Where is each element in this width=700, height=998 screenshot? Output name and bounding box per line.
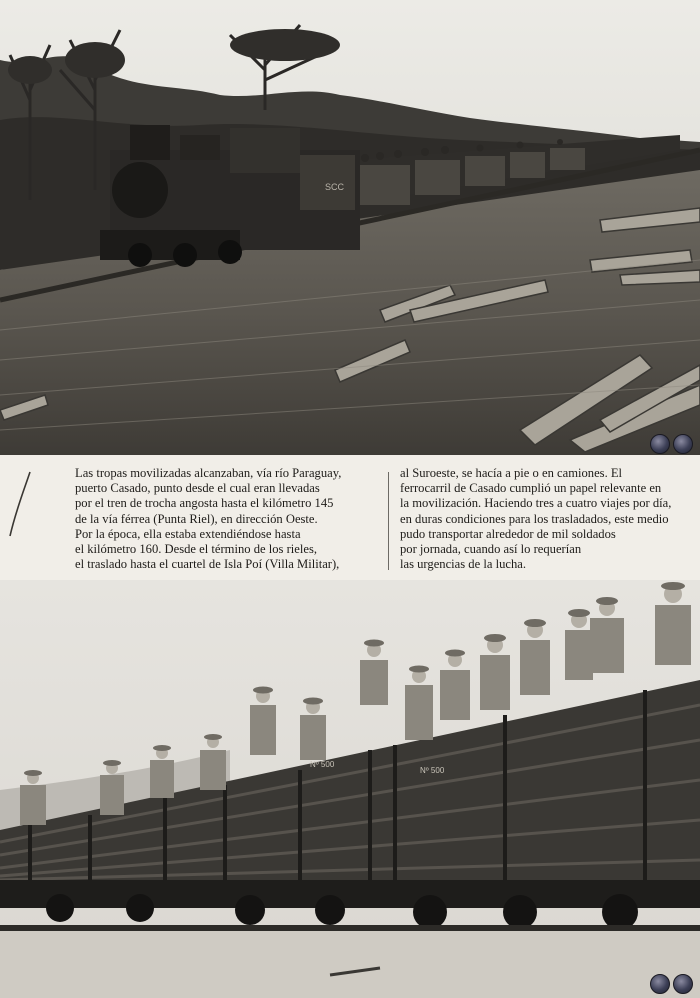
margin-stroke-mark xyxy=(6,470,34,540)
photo-soldiers-wagons xyxy=(0,580,700,998)
caption-right-column: al Suroeste, se hacía a pie o en camiones. El ferrocarril de Casado cumplió un papel relevante en la movilización. Haciendo tres a cuatro viajes por día, en duras condiciones para los trasladados, este medio pudo transportar alrededor de mil soldados por jornada, cuando así lo requerían las urgencias de la lucha. xyxy=(400,466,672,572)
photo-locomotive-train xyxy=(0,0,700,455)
page-badge-top xyxy=(650,434,693,454)
caption-block xyxy=(0,466,700,576)
page-badge-bottom xyxy=(650,974,693,994)
svg-text:SCC: SCC xyxy=(325,182,345,192)
column-divider xyxy=(388,472,389,570)
seal-icon xyxy=(673,434,693,454)
svg-text:Nº 500: Nº 500 xyxy=(420,766,445,775)
seal-icon xyxy=(650,974,670,994)
svg-text:Nº 500: Nº 500 xyxy=(310,760,335,769)
seal-icon xyxy=(673,974,693,994)
seal-icon xyxy=(650,434,670,454)
caption-left-column: Las tropas movilizadas alcanzaban, vía río Paraguay, puerto Casado, punto desde el cual eran llevadas por el tren de trocha angosta hasta el kilómetro 145 de la vía férrea (Punta Riel), en dirección Oeste. Por la época, ella estaba extendiéndose hasta el kilómetro 160. Desde el término de los rieles, el traslado hasta el cuartel de Isla Poí (Villa Militar), xyxy=(75,466,342,572)
locomotive-photo-graphic xyxy=(0,0,700,455)
soldiers-photo-graphic xyxy=(0,580,700,998)
